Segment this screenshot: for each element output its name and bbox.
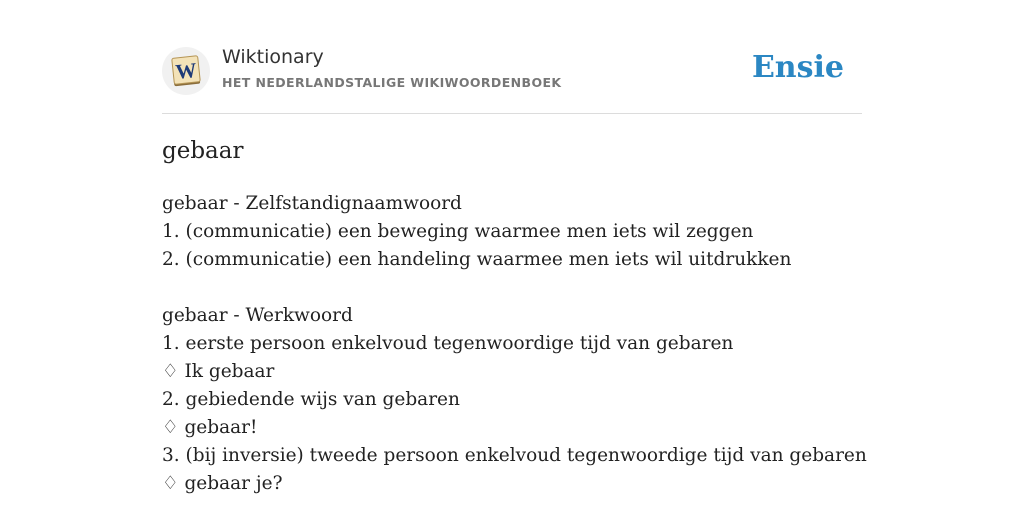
wiktionary-logo-icon[interactable]: [162, 47, 210, 95]
wiktionary-tile-icon: [169, 54, 203, 88]
site-name[interactable]: Wiktionary: [222, 46, 324, 68]
definition-line: 2. gebiedende wijs van gebaren: [162, 389, 460, 410]
entry-body: [162, 190, 867, 498]
page-title: gebaar: [162, 138, 244, 164]
example-line: ♢ gebaar je?: [162, 473, 283, 494]
site-tagline: HET NEDERLANDSTALIGE WIKIWOORDENBOEK: [222, 75, 562, 90]
entry-heading: gebaar - Zelfstandignaamwoord: [162, 193, 462, 214]
page-container: [162, 0, 867, 494]
definition-line: 3. (bij inversie) tweede persoon enkelvoud tegenwoordige tijd van gebaren: [162, 445, 867, 466]
definition-line: 1. (communicatie) een beweging waarmee men iets wil zeggen: [162, 221, 754, 242]
logo-letter: W: [174, 57, 198, 85]
site-header: [162, 0, 862, 114]
definition-line: 2. (communicatie) een handeling waarmee men iets wil uitdrukken: [162, 249, 792, 270]
ensie-brand-logo[interactable]: Ensie: [751, 50, 844, 85]
entry-heading: gebaar - Werkwoord: [162, 305, 353, 326]
example-line: ♢ Ik gebaar: [162, 361, 275, 382]
entry-separator: [162, 274, 862, 302]
definition-line: 1. eerste persoon enkelvoud tegenwoordige tijd van gebaren: [162, 333, 734, 354]
example-line: ♢ gebaar!: [162, 417, 258, 438]
